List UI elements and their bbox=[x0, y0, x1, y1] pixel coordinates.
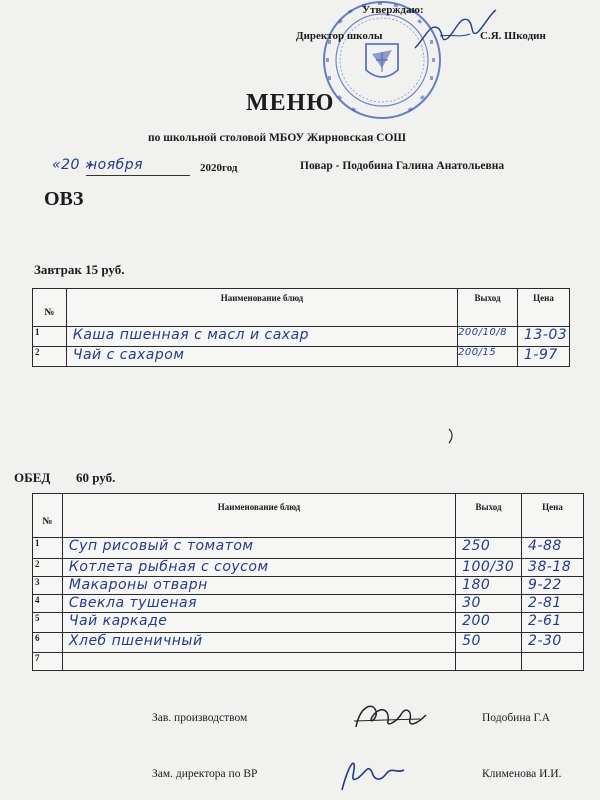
column-header-name: Наименование блюд bbox=[66, 289, 457, 327]
table-row bbox=[33, 653, 584, 671]
dish-price: 2-61 bbox=[528, 613, 562, 629]
row-num: 1 bbox=[33, 327, 67, 347]
cook-name: Повар - Подобина Галина Анатольевна bbox=[300, 160, 505, 172]
date-day: «20 » bbox=[52, 157, 95, 173]
table-row bbox=[33, 613, 584, 633]
table-row bbox=[33, 577, 584, 595]
row-num: 1 bbox=[33, 538, 63, 559]
table-row bbox=[33, 327, 570, 347]
dish-yield: 250 bbox=[462, 538, 491, 554]
table-header-row bbox=[33, 289, 570, 327]
table-row bbox=[33, 347, 570, 367]
dish-yield: 200 bbox=[462, 613, 491, 629]
dish-yield: 100/30 bbox=[462, 559, 515, 575]
production-manager-label: Зав. производством bbox=[152, 712, 248, 724]
row-num: 4 bbox=[33, 595, 63, 613]
dish-name: Суп рисовый с томатом bbox=[68, 538, 254, 554]
deputy-director-signature bbox=[338, 754, 408, 794]
table-header-row bbox=[33, 494, 584, 538]
dish-price: 2-30 bbox=[528, 633, 562, 649]
approval-role: Директор школы bbox=[296, 30, 383, 42]
production-manager-signature bbox=[350, 697, 430, 733]
director-signature bbox=[410, 8, 500, 53]
page-subtitle: по школьной столовой МБОУ Жирновская СОШ bbox=[148, 132, 407, 144]
dish-name: Котлета рыбная с соусом bbox=[68, 559, 269, 575]
date-underline bbox=[86, 175, 190, 176]
breakfast-label: Завтрак 15 руб. bbox=[34, 262, 125, 277]
breakfast-table bbox=[32, 288, 570, 367]
dish-name: Свекла тушеная bbox=[68, 595, 197, 611]
date-month: ноября bbox=[88, 157, 144, 173]
table-row bbox=[33, 633, 584, 653]
dish-yield: 200/15 bbox=[458, 347, 497, 358]
page-title: МЕНЮ bbox=[246, 90, 335, 116]
column-header-price: Цена bbox=[522, 494, 584, 538]
dish-price: 2-81 bbox=[528, 595, 562, 611]
production-manager-name: Подобина Г.А bbox=[482, 712, 550, 724]
column-header-num: № bbox=[33, 494, 63, 538]
approval-title: Утверждаю: bbox=[362, 4, 424, 16]
row-num: 2 bbox=[33, 347, 67, 367]
column-header-yield: Выход bbox=[458, 289, 518, 327]
dish-price: 1-97 bbox=[524, 347, 558, 363]
row-num: 6 bbox=[33, 633, 63, 653]
lunch-label: ОБЕД bbox=[14, 470, 51, 485]
table-row bbox=[33, 559, 584, 577]
column-header-num: № bbox=[33, 289, 67, 327]
column-header-yield: Выход bbox=[456, 494, 522, 538]
dish-name: Каша пшенная с масл и сахар bbox=[72, 327, 310, 343]
deputy-director-name: Клименова И.И. bbox=[482, 768, 562, 780]
dish-yield: 200/10/8 bbox=[458, 327, 507, 338]
dish-price: 13-03 bbox=[524, 327, 568, 343]
row-num: 2 bbox=[33, 559, 63, 577]
approval-name: С.Я. Шкодин bbox=[480, 30, 546, 42]
dish-name: Макароны отварн bbox=[68, 577, 208, 593]
dish-yield: 30 bbox=[462, 595, 481, 611]
row-num: 7 bbox=[33, 653, 63, 671]
dish-name: Чай каркаде bbox=[68, 613, 168, 629]
lunch-price: 60 руб. bbox=[76, 470, 116, 485]
row-num: 5 bbox=[33, 613, 63, 633]
lunch-table bbox=[32, 493, 584, 671]
dish-price: 38-18 bbox=[528, 559, 572, 575]
dish-price: 9-22 bbox=[528, 577, 562, 593]
table-row bbox=[33, 595, 584, 613]
deputy-director-label: Зам. директора по ВР bbox=[152, 768, 258, 780]
dish-price: 4-88 bbox=[528, 538, 562, 554]
column-header-price: Цена bbox=[518, 289, 570, 327]
table-row bbox=[33, 538, 584, 559]
dish-yield: 180 bbox=[462, 577, 491, 593]
dish-name: Хлеб пшеничный bbox=[68, 633, 203, 649]
dish-yield: 50 bbox=[462, 633, 481, 649]
date-year: 2020год bbox=[200, 162, 238, 174]
dish-name: Чай с сахаром bbox=[72, 347, 185, 363]
stray-pen-mark bbox=[446, 428, 456, 444]
diet-label: ОВЗ bbox=[44, 188, 84, 210]
row-num: 3 bbox=[33, 577, 63, 595]
column-header-name: Наименование блюд bbox=[62, 494, 455, 538]
